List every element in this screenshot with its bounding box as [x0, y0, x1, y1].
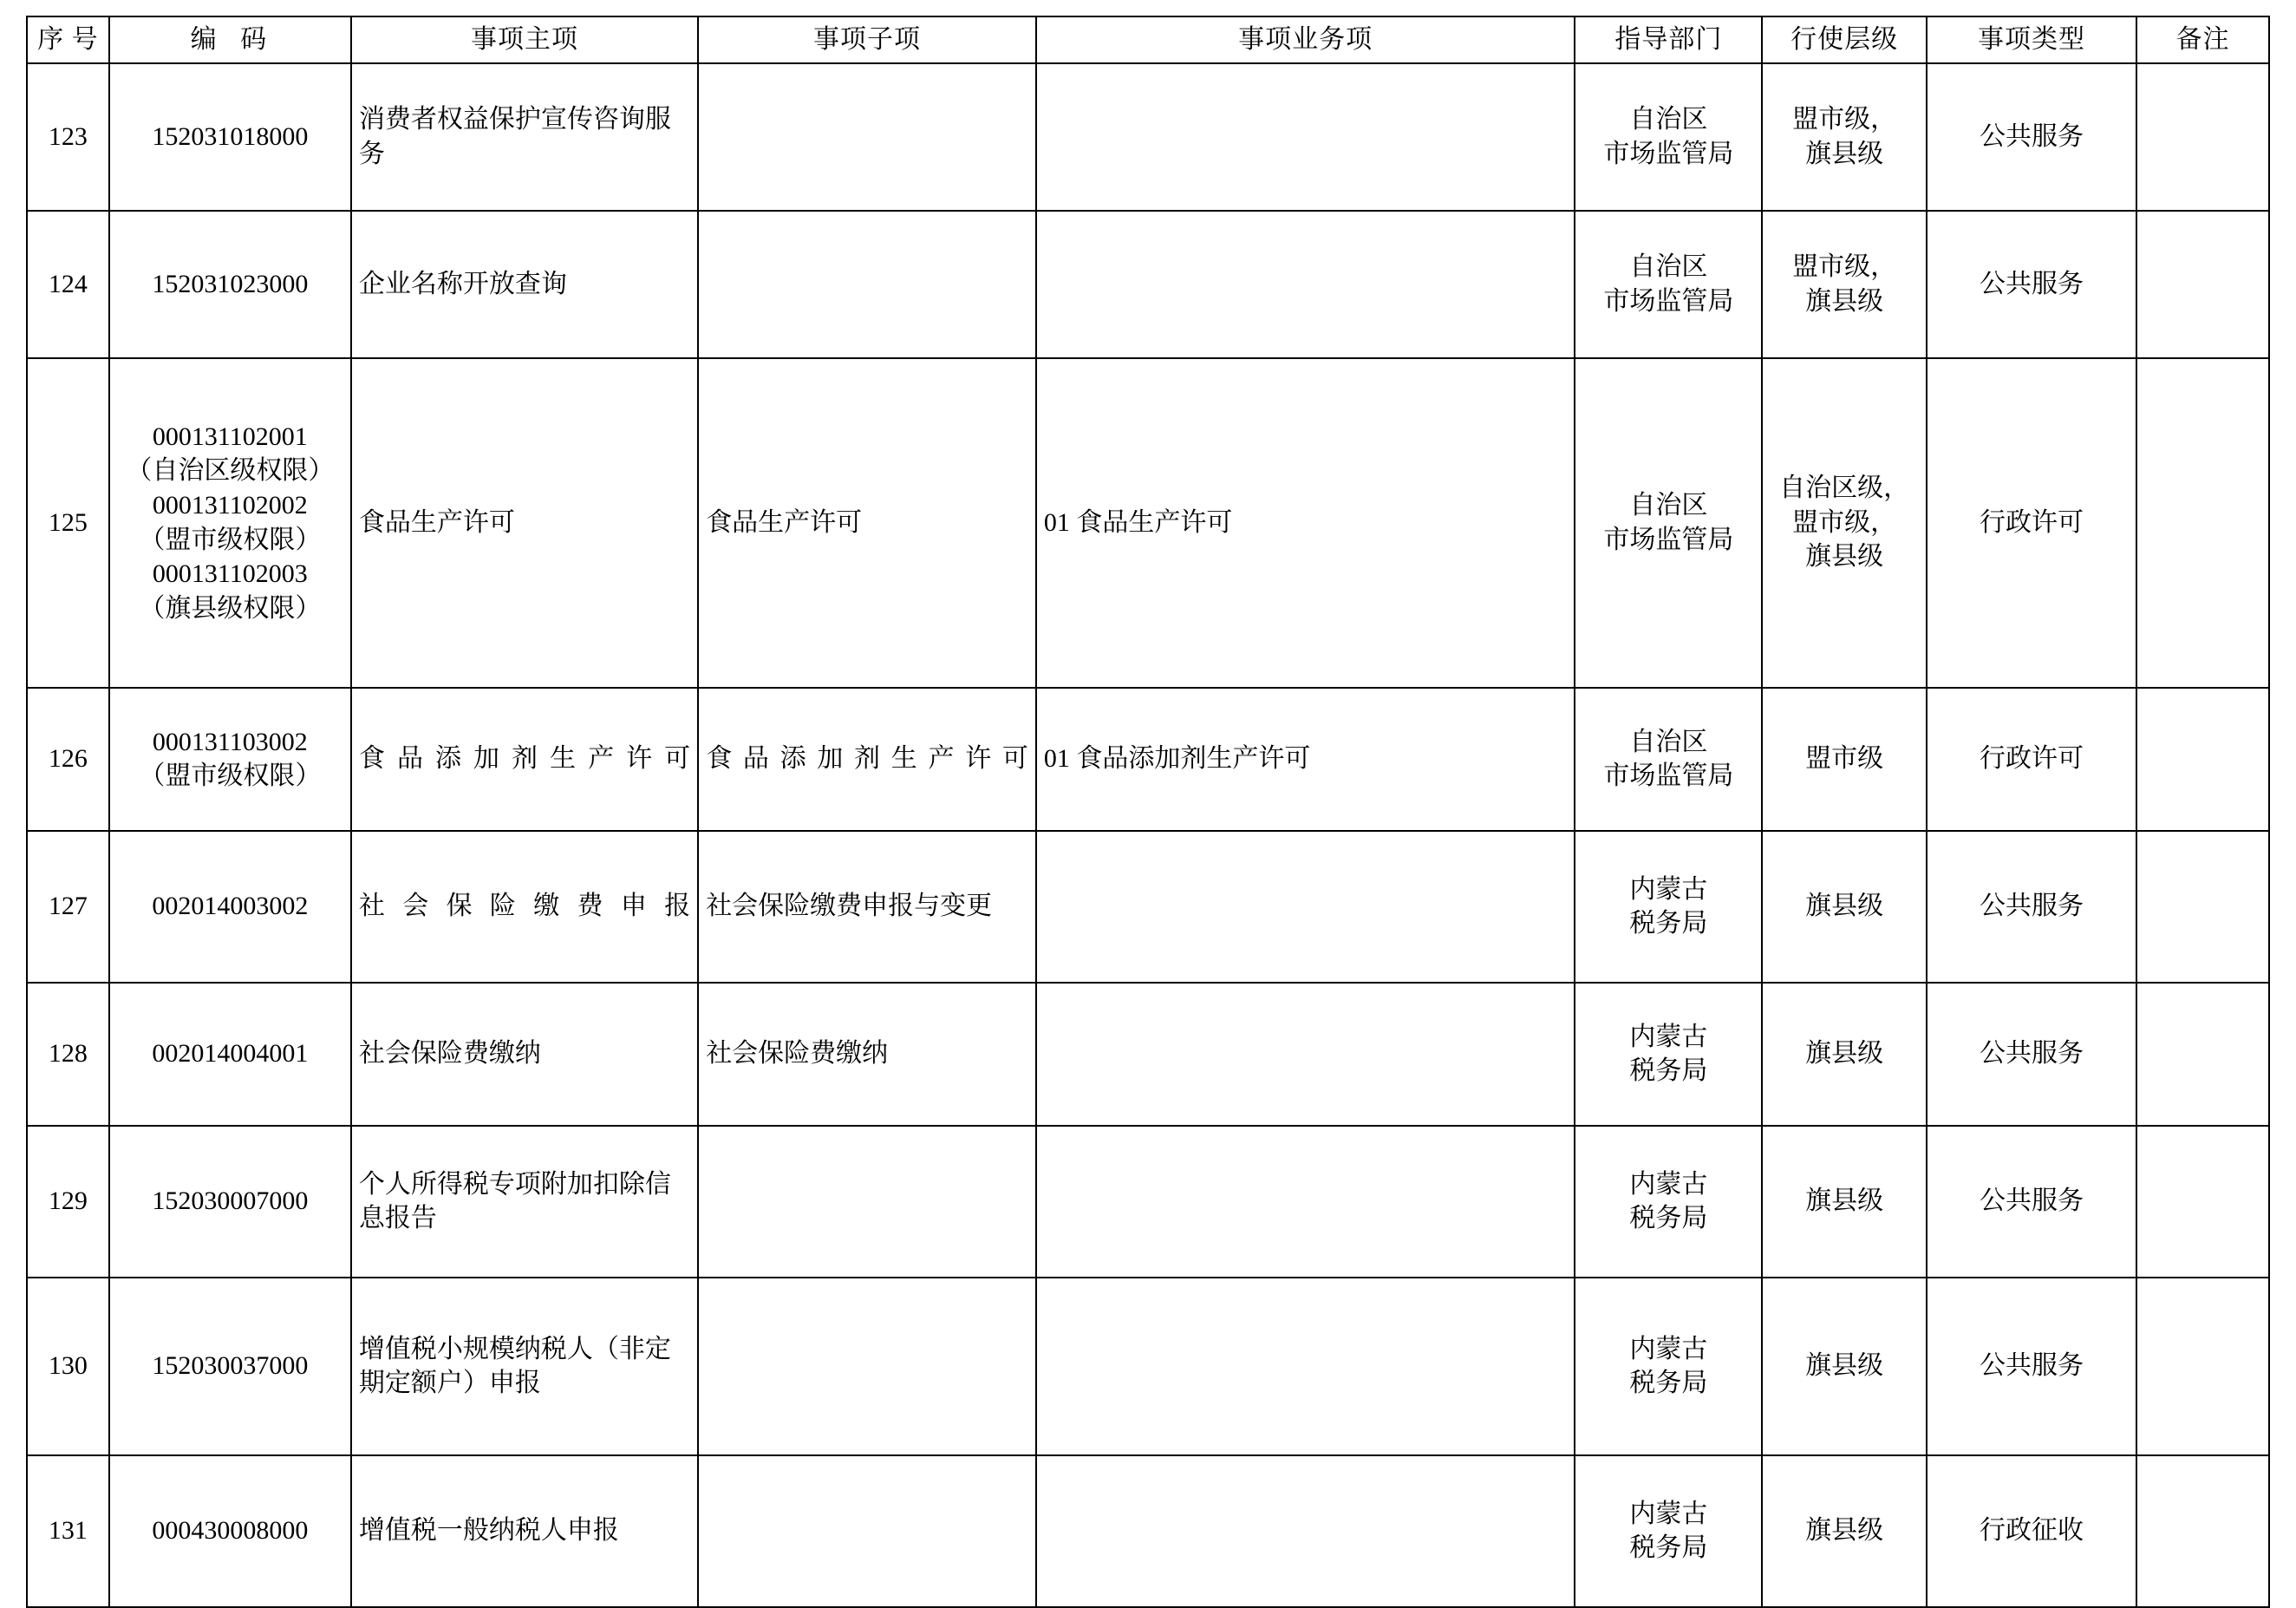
dept-line: 自治区 [1629, 727, 1708, 756]
cell-dept [1575, 688, 1762, 831]
code-line: （旗县级权限） [139, 593, 322, 623]
cell-sub [698, 1455, 1036, 1607]
cell-biz: 01 食品生产许可 [1036, 358, 1575, 688]
dept-line: 内蒙古 [1629, 1334, 1708, 1363]
cell-dept [1575, 358, 1762, 688]
header-cell-sub: 事项子项 [698, 16, 1036, 63]
cell-remark [2136, 831, 2269, 983]
header-cell-dept: 指导部门 [1575, 16, 1762, 63]
cell-remark [2136, 1278, 2269, 1455]
dept-line: 内蒙古 [1629, 1022, 1708, 1051]
dept-line: 税务局 [1629, 1056, 1708, 1086]
cell-level [1762, 1278, 1927, 1455]
level-line: 盟市级， [1792, 105, 1897, 134]
level-line: 旗县级 [1805, 1186, 1884, 1216]
cell-type: 行政许可 [1927, 688, 2136, 831]
header-cell-biz: 事项业务项 [1036, 16, 1575, 63]
level-line: 旗县级 [1805, 542, 1884, 572]
header-cell-type: 事项类型 [1927, 16, 2136, 63]
table-row [27, 983, 2269, 1126]
cell-sub: 食品生产许可 [698, 358, 1036, 688]
code-line: 000131102003 [152, 559, 308, 589]
cell-main: 社会保险缴费申报 [351, 831, 698, 983]
cell-type: 公共服务 [1927, 1278, 2136, 1455]
cell-code: 152031023000 [109, 211, 351, 358]
cell-sub: 社会保险缴费申报与变更 [698, 831, 1036, 983]
code-line: （盟市级权限） [139, 762, 322, 791]
dept-line: 税务局 [1629, 1204, 1708, 1233]
cell-seq: 128 [27, 983, 109, 1126]
dept-line: 自治区 [1629, 105, 1708, 134]
table-header [27, 16, 2269, 63]
cell-level [1762, 358, 1927, 688]
table-row [27, 1126, 2269, 1278]
cell-code [109, 688, 351, 831]
cell-seq: 131 [27, 1455, 109, 1607]
matters-table [26, 16, 2270, 1608]
cell-remark [2136, 1126, 2269, 1278]
cell-code: 000430008000 [109, 1455, 351, 1607]
level-line: 旗县级 [1805, 1351, 1884, 1381]
cell-remark [2136, 211, 2269, 358]
level-line: 盟市级 [1805, 744, 1884, 774]
level-line: 旗县级 [1805, 286, 1884, 316]
cell-type: 行政征收 [1927, 1455, 2136, 1607]
code-line: （盟市级权限） [139, 525, 322, 554]
code-line: （自治区级权限） [126, 456, 335, 486]
cell-sub: 社会保险费缴纳 [698, 983, 1036, 1126]
cell-remark [2136, 63, 2269, 211]
cell-seq: 123 [27, 63, 109, 211]
cell-level [1762, 1126, 1927, 1278]
table-row [27, 688, 2269, 831]
dept-line: 内蒙古 [1629, 1499, 1708, 1528]
dept-line: 税务局 [1629, 1369, 1708, 1398]
cell-code [109, 358, 351, 688]
cell-seq: 126 [27, 688, 109, 831]
cell-biz [1036, 1455, 1575, 1607]
cell-seq: 127 [27, 831, 109, 983]
cell-level [1762, 63, 1927, 211]
cell-sub [698, 63, 1036, 211]
level-line: 盟市级， [1792, 507, 1897, 537]
cell-dept [1575, 63, 1762, 211]
cell-level [1762, 211, 1927, 358]
level-line: 旗县级 [1805, 1516, 1884, 1546]
table-row [27, 1455, 2269, 1607]
cell-dept [1575, 211, 1762, 358]
cell-seq: 125 [27, 358, 109, 688]
table-row [27, 63, 2269, 211]
level-line: 旗县级 [1805, 892, 1884, 921]
header-cell-seq: 序 号 [27, 16, 109, 63]
cell-type: 公共服务 [1927, 211, 2136, 358]
cell-remark [2136, 688, 2269, 831]
cell-biz [1036, 63, 1575, 211]
cell-type: 行政许可 [1927, 358, 2136, 688]
cell-level [1762, 1455, 1927, 1607]
cell-main: 食品添加剂生产许可 [351, 688, 698, 831]
dept-line: 内蒙古 [1629, 874, 1708, 904]
header-row [27, 16, 2269, 63]
header-cell-code: 编 码 [109, 16, 351, 63]
dept-line: 自治区 [1629, 252, 1708, 281]
cell-level [1762, 831, 1927, 983]
table-row [27, 1278, 2269, 1455]
header-cell-remark: 备注 [2136, 16, 2269, 63]
header-cell-main: 事项主项 [351, 16, 698, 63]
dept-line: 市场监管局 [1603, 762, 1734, 791]
cell-seq: 124 [27, 211, 109, 358]
header-cell-level: 行使层级 [1762, 16, 1927, 63]
table-row [27, 211, 2269, 358]
dept-line: 市场监管局 [1603, 525, 1734, 554]
cell-biz [1036, 211, 1575, 358]
cell-level [1762, 983, 1927, 1126]
level-line: 旗县级 [1805, 1039, 1884, 1069]
cell-type: 公共服务 [1927, 1126, 2136, 1278]
cell-code: 152030007000 [109, 1126, 351, 1278]
table-row [27, 358, 2269, 688]
cell-dept [1575, 1278, 1762, 1455]
cell-code: 002014004001 [109, 983, 351, 1126]
cell-biz [1036, 831, 1575, 983]
cell-sub [698, 1126, 1036, 1278]
cell-main: 企业名称开放查询 [351, 211, 698, 358]
code-line: 000131102002 [152, 491, 308, 520]
level-line: 自治区级， [1779, 474, 1910, 503]
cell-dept [1575, 983, 1762, 1126]
cell-biz [1036, 1278, 1575, 1455]
cell-biz [1036, 983, 1575, 1126]
cell-sub [698, 1278, 1036, 1455]
table-row [27, 831, 2269, 983]
cell-level [1762, 688, 1927, 831]
cell-main: 社会保险费缴纳 [351, 983, 698, 1126]
cell-type: 公共服务 [1927, 983, 2136, 1126]
code-line: 000131102001 [152, 422, 308, 451]
cell-main: 消费者权益保护宣传咨询服务 [351, 63, 698, 211]
cell-code: 152031018000 [109, 63, 351, 211]
dept-line: 市场监管局 [1603, 286, 1734, 316]
cell-main: 个人所得税专项附加扣除信息报告 [351, 1126, 698, 1278]
dept-line: 内蒙古 [1629, 1169, 1708, 1199]
cell-code: 152030037000 [109, 1278, 351, 1455]
cell-dept [1575, 1126, 1762, 1278]
level-line: 盟市级， [1792, 252, 1897, 281]
cell-sub: 食品添加剂生产许可 [698, 688, 1036, 831]
cell-code: 002014003002 [109, 831, 351, 983]
dept-line: 市场监管局 [1603, 139, 1734, 168]
cell-main: 食品生产许可 [351, 358, 698, 688]
cell-type: 公共服务 [1927, 63, 2136, 211]
cell-main: 增值税一般纳税人申报 [351, 1455, 698, 1607]
cell-type: 公共服务 [1927, 831, 2136, 983]
cell-sub [698, 211, 1036, 358]
cell-remark [2136, 1455, 2269, 1607]
table-body [27, 63, 2269, 1607]
cell-biz: 01 食品添加剂生产许可 [1036, 688, 1575, 831]
level-line: 旗县级 [1805, 139, 1884, 168]
cell-remark [2136, 983, 2269, 1126]
dept-line: 税务局 [1629, 909, 1708, 938]
cell-biz [1036, 1126, 1575, 1278]
cell-seq: 130 [27, 1278, 109, 1455]
cell-dept [1575, 1455, 1762, 1607]
cell-main: 增值税小规模纳税人（非定期定额户）申报 [351, 1278, 698, 1455]
dept-line: 自治区 [1629, 491, 1708, 520]
dept-line: 税务局 [1629, 1533, 1708, 1563]
cell-dept [1575, 831, 1762, 983]
code-line: 000131103002 [152, 727, 308, 756]
cell-seq: 129 [27, 1126, 109, 1278]
cell-remark [2136, 358, 2269, 688]
